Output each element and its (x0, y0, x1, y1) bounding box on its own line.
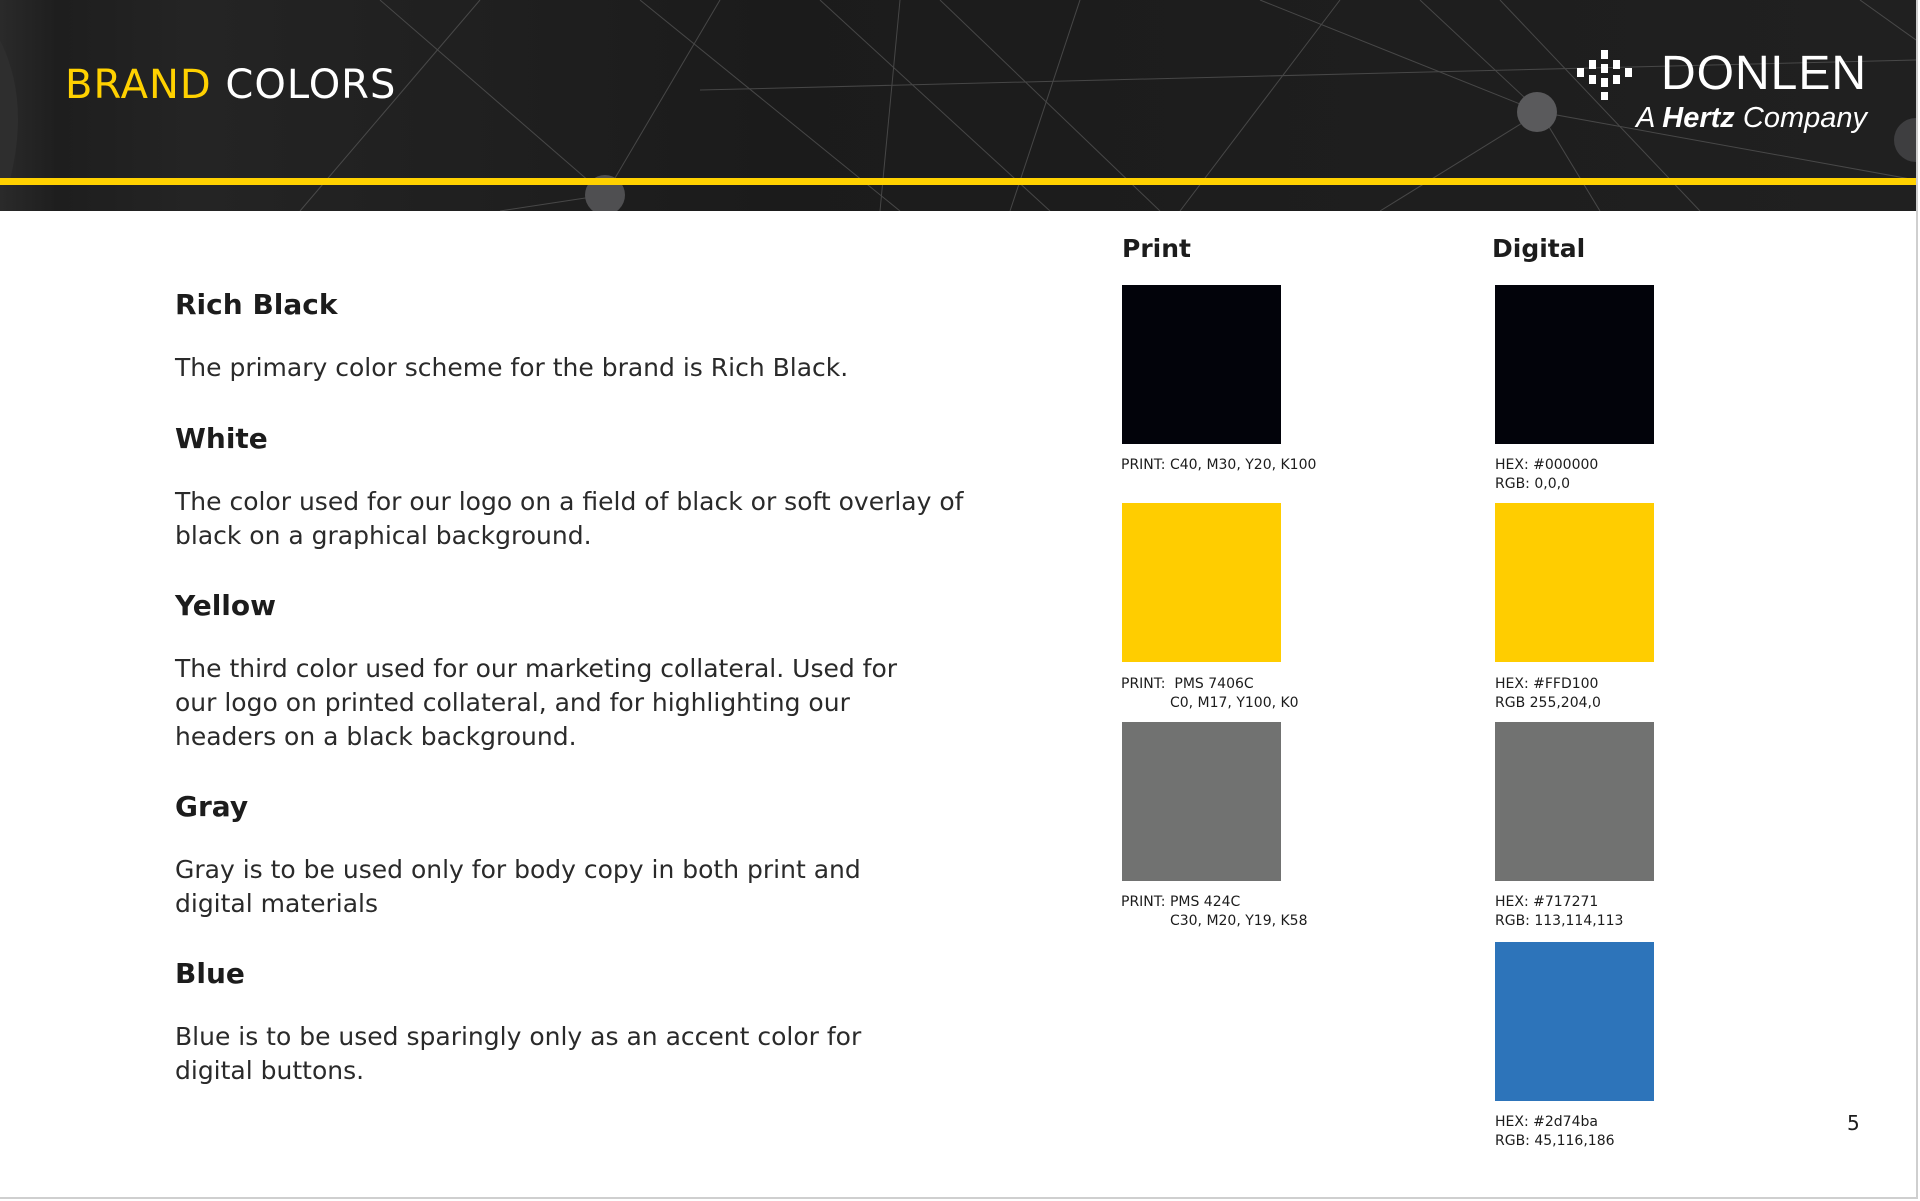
section-body: Gray is to be used only for body copy in both print and digital materials (175, 855, 861, 918)
logo-tag-suffix: Company (1742, 102, 1867, 134)
donlen-mark-icon (1575, 50, 1645, 100)
logo-tag-prefix: A (1635, 102, 1655, 134)
page-title-rest: COLORS (225, 62, 397, 108)
header-yellow-rule (0, 178, 1916, 185)
page-title-highlight: BRAND (65, 62, 212, 108)
section-body: The color used for our logo on a field of black or soft overlay of black on a graphical background. (175, 487, 964, 550)
section-title: Blue (175, 957, 245, 990)
digital-caption-rich-black: HEX: #000000 RGB: 0,0,0 (1495, 457, 1599, 492)
print-swatch-rich-black (1122, 285, 1281, 444)
logo-wordmark: DONLEN (1660, 47, 1867, 100)
section-body: The third color used for our marketing collateral. Used for our logo on printed collateral, and for highlighting our headers on a black background. (175, 654, 898, 751)
digital-caption-gray: HEX: #717271 RGB: 113,114,113 (1495, 894, 1624, 929)
section-body: The primary color scheme for the brand is Rich Black. (175, 353, 849, 382)
digital-column-header: Digital (1492, 234, 1586, 263)
digital-caption-blue: HEX: #2d74ba RGB: 45,116,186 (1495, 1114, 1615, 1149)
print-caption-gray: PRINT: PMS 424C C30, M20, Y19, K58 (1121, 894, 1308, 929)
section-body: Blue is to be used sparingly only as an accent color for digital buttons. (175, 1022, 862, 1085)
page-title (65, 62, 396, 108)
digital-swatch-rich-black (1495, 285, 1654, 444)
logo-tag-brand: Hertz (1662, 102, 1735, 134)
print-swatch-yellow (1122, 503, 1281, 662)
section-yellow (175, 589, 935, 754)
digital-caption-yellow: HEX: #FFD100 RGB 255,204,0 (1495, 676, 1601, 711)
print-column-header: Print (1122, 234, 1191, 263)
print-caption-yellow: PRINT: PMS 7406C C0, M17, Y100, K0 (1121, 676, 1299, 711)
section-title: Gray (175, 790, 249, 823)
logo-tagline (1636, 102, 1867, 135)
section-gray (175, 790, 905, 921)
page-number: 5 (1847, 1111, 1860, 1135)
digital-swatch-yellow (1495, 503, 1654, 662)
print-caption-rich-black: PRINT: C40, M30, Y20, K100 (1121, 457, 1317, 473)
digital-swatch-blue (1495, 942, 1654, 1101)
digital-swatch-gray (1495, 722, 1654, 881)
donlen-logo (1567, 46, 1867, 146)
print-swatch-gray (1122, 722, 1281, 881)
section-blue (175, 957, 865, 1088)
section-title: White (175, 422, 268, 455)
section-rich-black (175, 288, 995, 385)
section-title: Rich Black (175, 288, 338, 321)
section-white (175, 422, 965, 553)
section-title: Yellow (175, 589, 276, 622)
page-header (0, 0, 1916, 211)
